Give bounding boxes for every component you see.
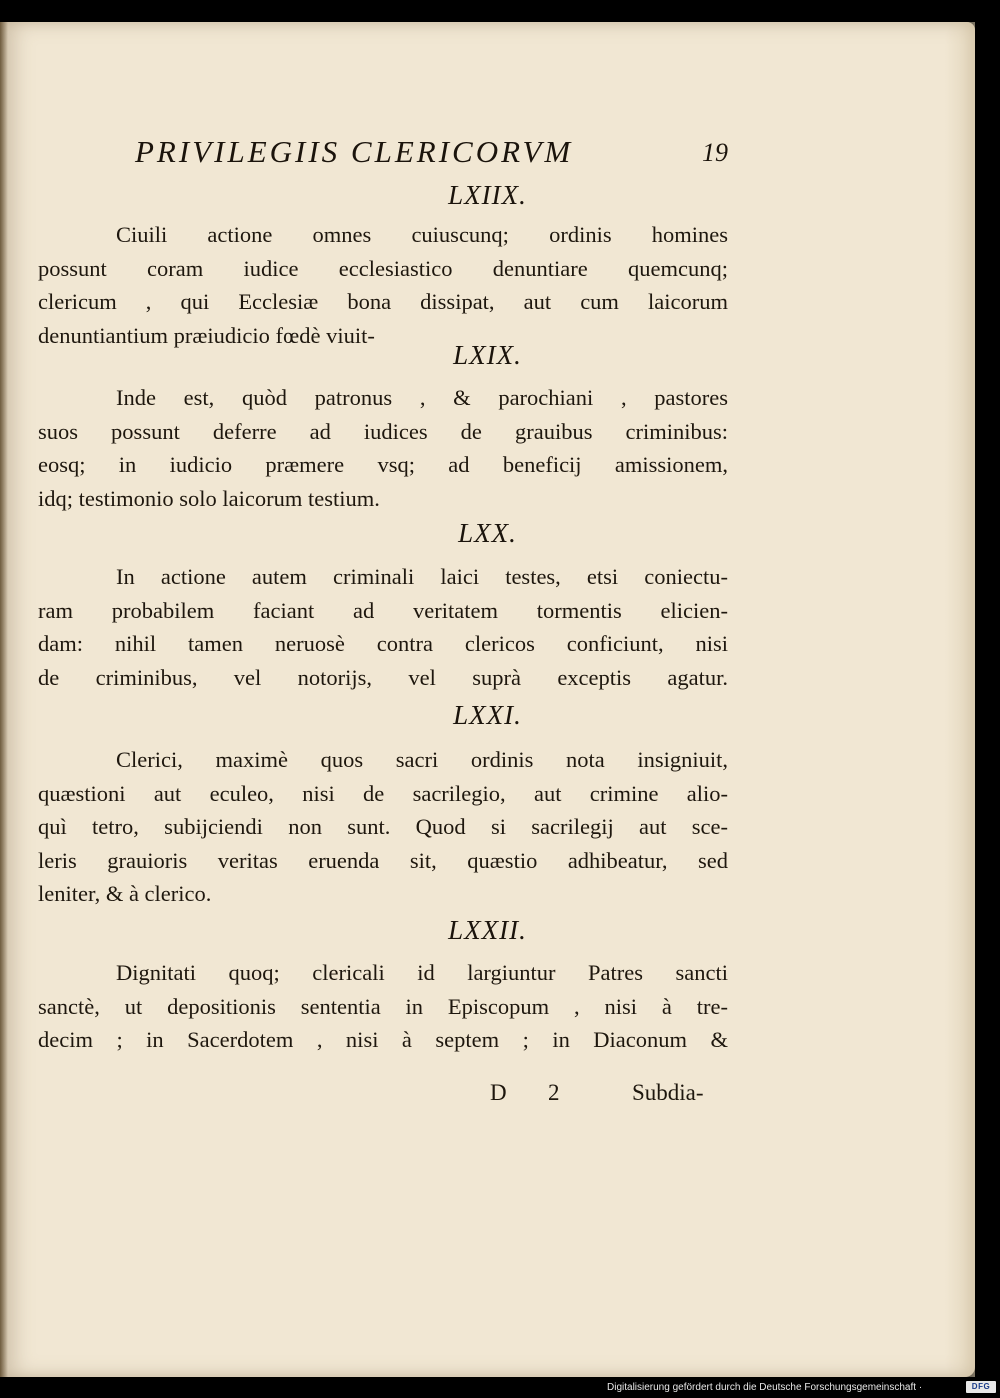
text-line: quì tetro, subijciendi non sunt. Quod si sacrilegij aut sce-	[38, 814, 728, 839]
text-line: eosq; in iudicio præmere vsq; ad beneficij amissionem,	[38, 452, 728, 477]
digitization-credit: Digitalisierung gefördert durch die Deutsche Forschungsgemeinschaft ·	[607, 1382, 923, 1393]
text-line: decim ; in Sacerdotem , nisi à septem ; in Diaconum &	[38, 1027, 728, 1052]
section-heading: LXX.	[458, 518, 517, 548]
text-line: In actione autem criminali laici testes, etsi coniectu-	[116, 564, 728, 589]
text-line: dam: nihil tamen neruosè contra clericos conficiunt, nisi	[38, 631, 728, 656]
text-line: de criminibus, vel notorijs, vel suprà exceptis agatur.	[38, 664, 728, 690]
section-paragraph	[38, 560, 728, 694]
running-head: PRIVILEGIIS CLERICORVM	[135, 134, 574, 169]
text-line: Inde est, quòd patronus , & parochiani , pastores	[116, 385, 728, 410]
text-line: possunt coram iudice ecclesiastico denuntiare quemcunq;	[38, 255, 728, 281]
text-line: Ciuili actione omnes cuiuscunq; ordinis homines	[116, 222, 728, 247]
text-line: quæstioni aut eculeo, nisi de sacrilegio, aut crimine alio-	[38, 780, 728, 806]
text-line: sanctè, ut depositionis sententia in Episcopum , nisi à tre-	[38, 993, 728, 1019]
section-paragraph	[38, 743, 728, 911]
section-paragraph	[38, 218, 728, 352]
text-line: denuntiantium præiudicio fœdè viuit-	[38, 322, 375, 348]
text-line: Dignitati quoq; clericali id largiuntur Patres sancti	[116, 960, 728, 985]
text-line: Clerici, maximè quos sacri ordinis nota insigniuit,	[116, 747, 728, 772]
section-heading: LXIIX.	[448, 180, 527, 210]
dfg-logo: DFG	[966, 1381, 996, 1393]
signature-number: 2	[548, 1080, 560, 1105]
section-paragraph	[38, 381, 728, 515]
text-line: leniter, & à clerico.	[38, 881, 212, 906]
text-line: clericum , qui Ecclesiæ bona dissipat, aut cum laicorum	[38, 289, 728, 314]
text-line: ram probabilem faciant ad veritatem tormentis elicien-	[38, 597, 728, 623]
section-paragraph	[38, 956, 728, 1057]
text-line: leris grauioris veritas eruenda sit, quæstio adhibeatur, sed	[38, 847, 728, 873]
section-heading: LXXII.	[448, 915, 527, 945]
signature-mark: D	[490, 1080, 507, 1105]
catchword: Subdia-	[632, 1080, 704, 1105]
text-line: suos possunt deferre ad iudices de grauibus criminibus:	[38, 418, 728, 444]
section-heading: LXXI.	[453, 700, 522, 730]
section-heading: LXIX.	[453, 340, 522, 370]
book-page	[0, 22, 975, 1377]
text-line: idq; testimonio solo laicorum testium.	[38, 485, 380, 511]
page-number: 19	[702, 138, 728, 167]
